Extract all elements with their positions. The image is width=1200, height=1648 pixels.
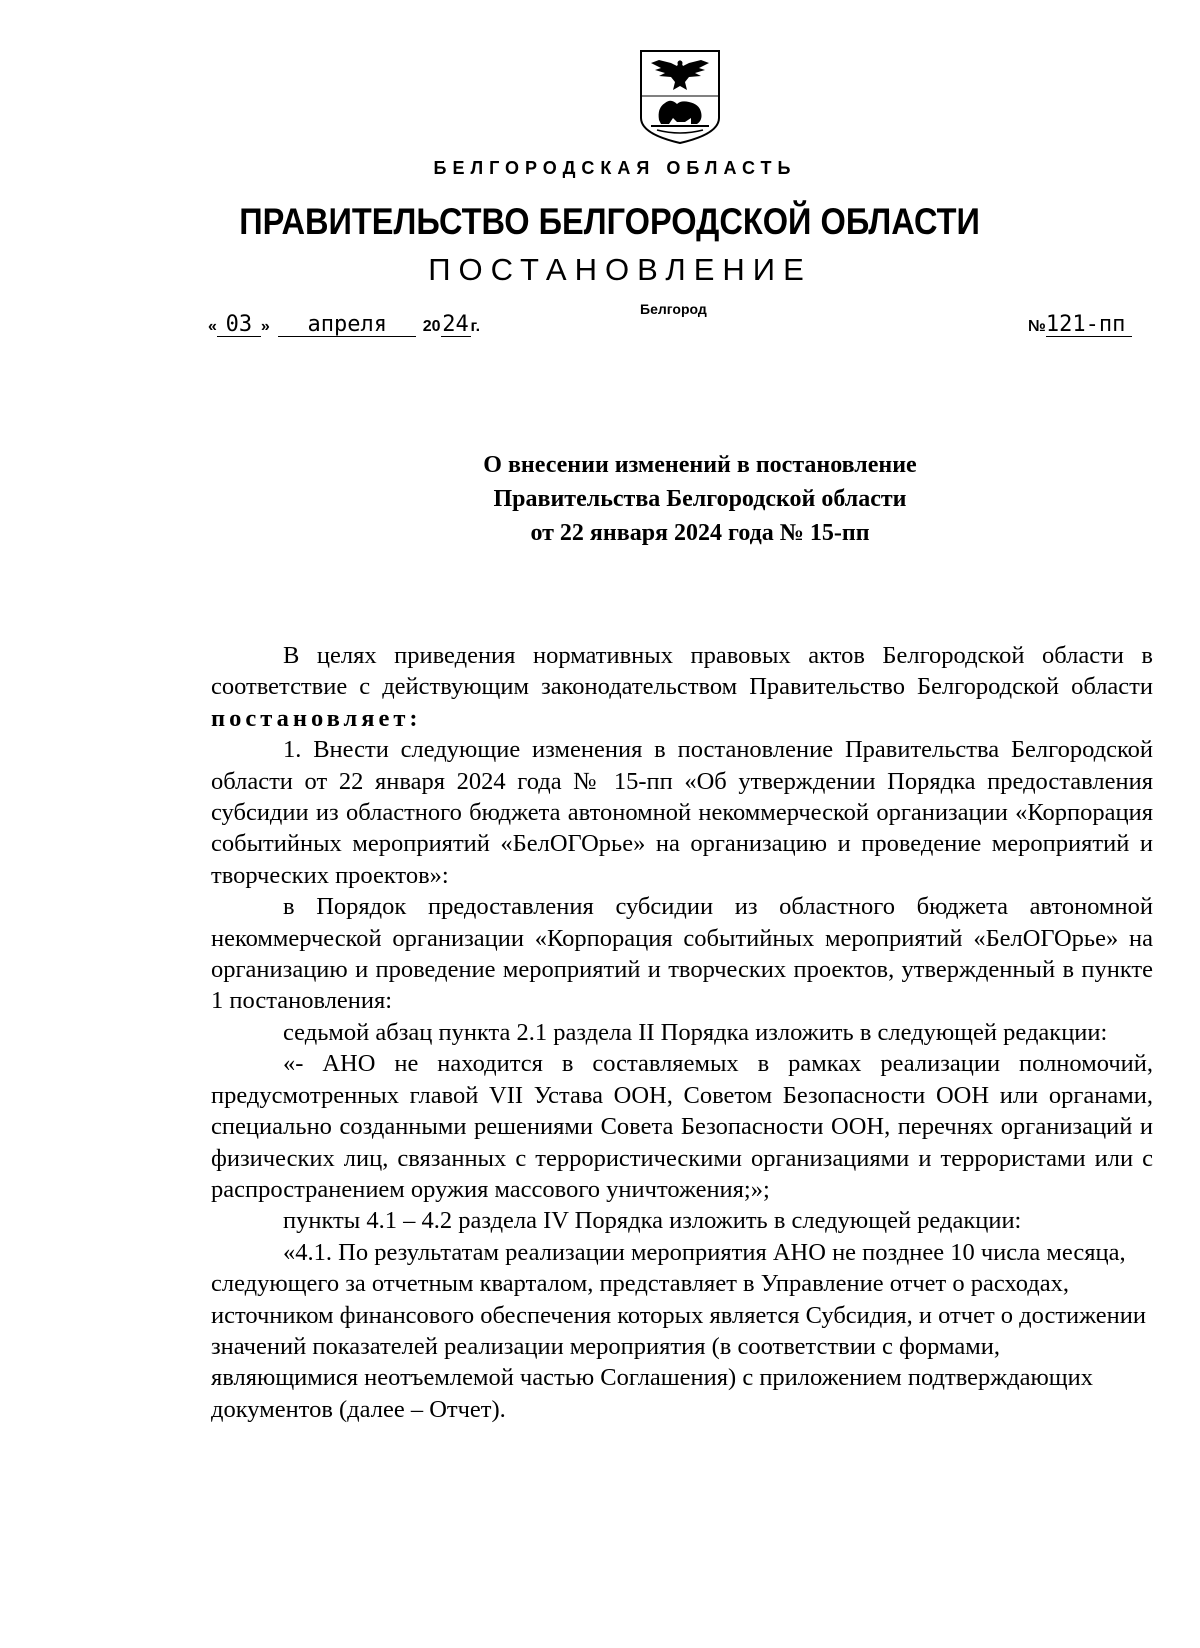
government-title: ПРАВИТЕЛЬСТВО БЕЛГОРОДСКОЙ ОБЛАСТИ — [239, 201, 980, 242]
paragraph-4-1: «4.1. По результатам реализации мероприятия АНО не позднее 10 числа месяца, следующего за отчетным кварталом, представляет в Управление отчет о расходах, источником финансового обеспечения которых является Субсидия, и отчет о достижении значений показателей реализации мероприятия (в соответствии с формами, являющимися неотъемлемой частью Соглашения) с приложением подтверждающих документов (далее – Отчет). — [211, 1238, 1146, 1423]
subject-line-3: от 22 января 2024 года № 15-пп — [530, 520, 870, 546]
preamble-keyword: постановляет: — [211, 704, 422, 732]
date-year-suffix: 24 — [442, 312, 469, 337]
document-subject — [400, 448, 1000, 550]
paragraph-procedure: в Порядок предоставления субсидии из областного бюджета автономной некоммерческой организации «Корпорация событийных мероприятий «БелОГОрье» на организацию и проведение мероприятий и творческих проектов, утвержденный в пункте 1 постановления: — [211, 893, 1153, 1015]
paragraph-section-4: пункты 4.1 – 4.2 раздела IV Порядка изложить в следующей редакции: — [283, 1207, 1022, 1235]
paragraph-ano-clause: «- АНО не находится в составляемых в рамках реализации полномочий, предусмотренных главой VII Устава ООН, Советом Безопасности ООН или органами, специально созданными решениями Совета Безопасности ООН, перечнях организаций и физических лиц, связанных с террористическими организациями и террористами или с распространением оружия массового уничтожения;»; — [211, 1050, 1153, 1203]
paragraph-preamble — [211, 640, 1153, 734]
date-quote-open: « — [208, 318, 217, 335]
date-quote-close: » — [260, 318, 270, 335]
date-year-mark: г. — [470, 318, 481, 335]
date-year-prefix: 20 — [422, 318, 441, 335]
region-name: БЕЛГОРОДСКАЯ ОБЛАСТЬ — [433, 158, 797, 178]
date-day: 03 — [217, 314, 261, 337]
document-date — [208, 314, 480, 337]
document-type: ПОСТАНОВЛЕНИЕ — [428, 252, 812, 287]
number-sign: № — [1028, 318, 1046, 335]
document-number — [1028, 314, 1132, 337]
paragraph-section-2: седьмой абзац пункта 2.1 раздела II Порядка изложить в следующей редакции: — [283, 1018, 1108, 1046]
date-month: апреля — [278, 314, 416, 337]
subject-line-1: О внесении изменений в постановление — [483, 452, 917, 478]
document-body — [211, 640, 1153, 1425]
preamble-text: В целях приведения нормативных правовых актов Белгородской области в соответствие с действующим законодательством Правительство Белгородской области — [211, 642, 1153, 701]
number-value: 121-пп — [1046, 314, 1132, 337]
paragraph-item-1: 1. Внести следующие изменения в постановление Правительства Белгородской области от 22 января 2024 года № 15-пп «Об утверждении Порядка предоставления субсидии из областного бюджета автономной некоммерческой организации «Корпорация событийных мероприятий «БелОГОрье» на организацию и проведение мероприятий и творческих проектов»: — [211, 736, 1153, 889]
coat-of-arms-icon — [637, 48, 723, 145]
city-name: Белгород — [640, 301, 707, 317]
subject-line-2: Правительства Белгородской области — [493, 486, 907, 512]
